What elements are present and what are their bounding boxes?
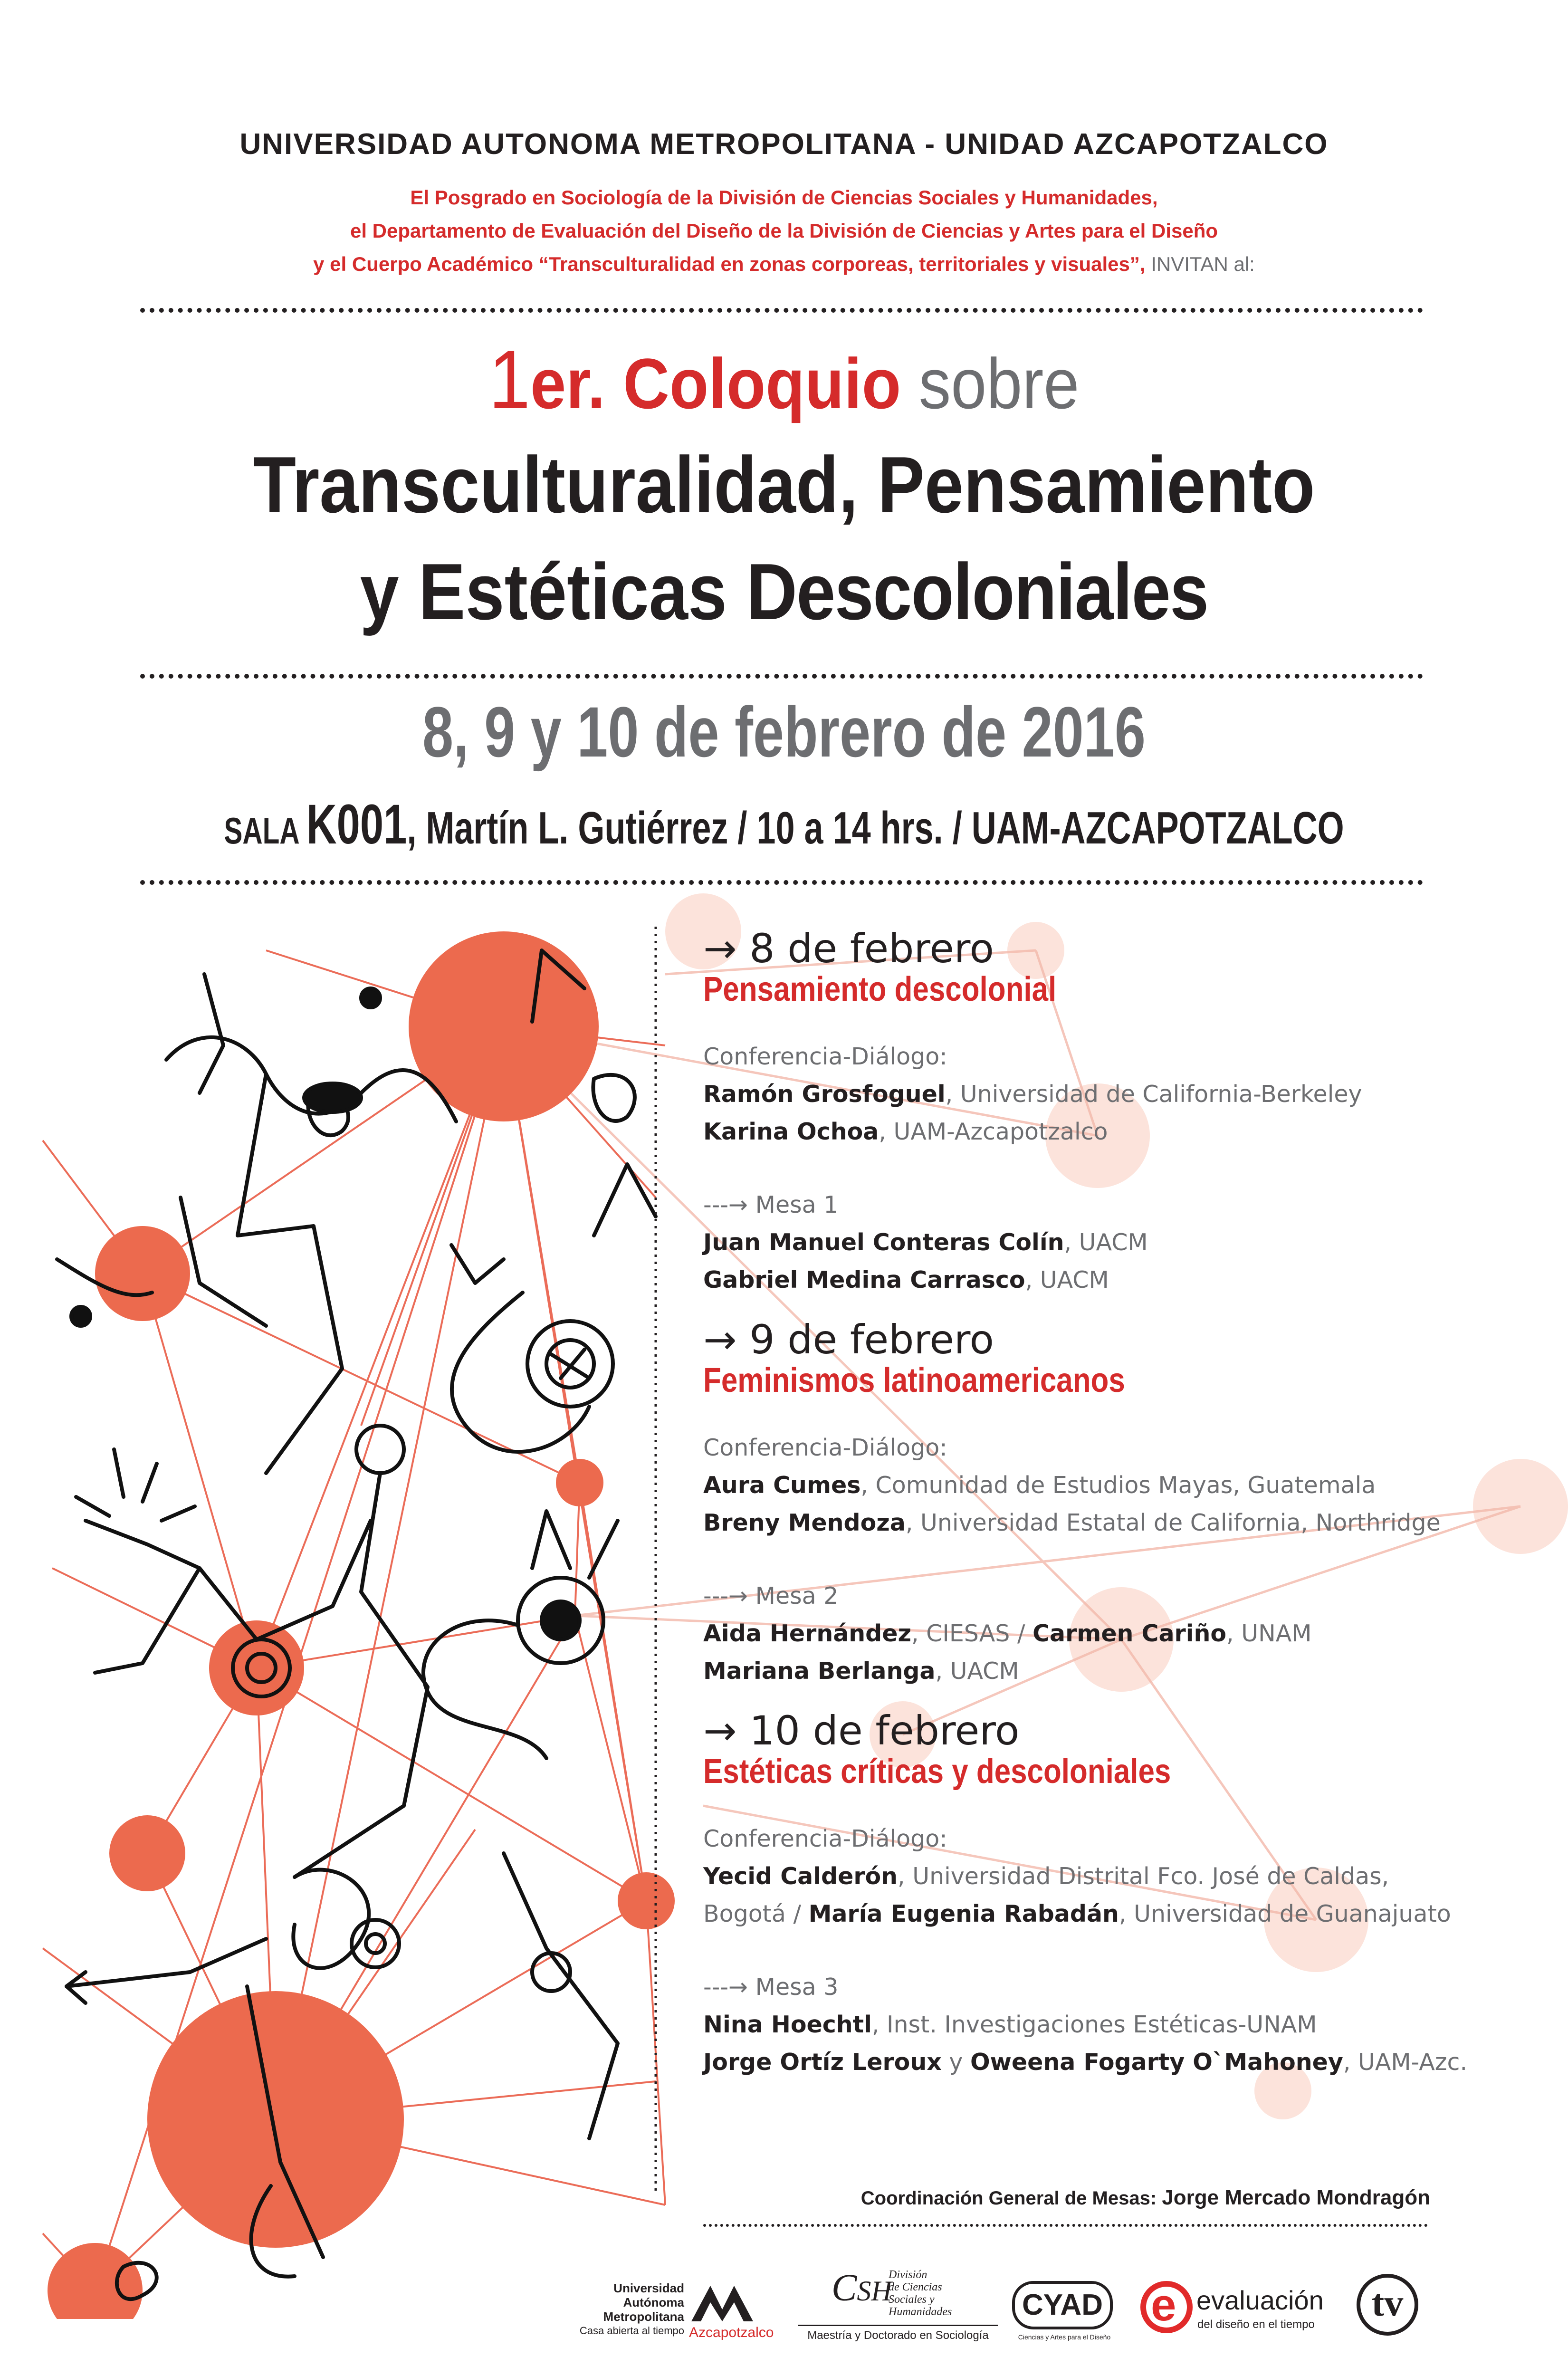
divider-2: [140, 674, 1423, 679]
title-coloquio: er. Coloquio: [530, 344, 901, 423]
coordination-label: Coordinación General de Mesas:: [860, 2188, 1162, 2209]
cyad-logo: [1007, 2281, 1121, 2347]
speaker-aff: y: [941, 2049, 970, 2076]
event-venue: [196, 793, 1372, 857]
day-2-conf-label: Conferencia-Diálogo:: [703, 1434, 947, 1461]
venue-sala: SALA: [224, 810, 306, 852]
speaker-aff: , UACM: [1025, 1266, 1109, 1293]
day-3-conf-1: [703, 1858, 1549, 1895]
speaker-name: Karina Ochoa: [703, 1118, 879, 1145]
event-title-line-1: [78, 334, 1490, 426]
speaker-aff: , UACM: [1064, 1229, 1148, 1256]
evaluacion-word: evaluación: [1196, 2285, 1324, 2315]
speaker-name: Aura Cumes: [703, 1472, 861, 1499]
speaker-aff: , UAM-Azcapotzalco: [879, 1118, 1108, 1145]
cyad-mark: CYAD: [1012, 2281, 1113, 2329]
cyad-sub: Ciencias y Artes para el Diseño: [1018, 2333, 1111, 2341]
evaluacion-circle-icon: e: [1140, 2281, 1193, 2333]
tv-mark: tv: [1371, 2282, 1404, 2324]
divider-3: [140, 880, 1423, 885]
program: [703, 927, 1549, 2081]
speaker-name: Jorge Ortíz Leroux: [703, 2049, 942, 2076]
speaker-name: María Eugenia Rabadán: [808, 1900, 1119, 1927]
day-1-conf-2: [703, 1113, 1549, 1150]
coordination-name: Jorge Mercado Mondragón: [1162, 2186, 1430, 2209]
university-name: UNIVERSIDAD AUTONOMA METROPOLITANA - UNIDAD AZCAPOTZALCO: [239, 128, 1329, 161]
day-3-date: → 10 de febrero: [703, 1707, 1020, 1754]
csh-line-1: División: [889, 2269, 927, 2281]
speaker-aff: , Universidad Estatal de California, Northridge: [905, 1509, 1441, 1536]
csh-line-2: de Ciencias: [889, 2281, 942, 2293]
speaker-name: Juan Manuel Conteras Colín: [703, 1229, 1064, 1256]
uam-azc: Azcapotzalco: [689, 2325, 774, 2340]
uam-line-1: Universidad: [613, 2281, 684, 2295]
title-y-esteticas: y Estéticas: [360, 547, 747, 636]
uam-emblem-icon: [689, 2281, 755, 2324]
organizer-line-2: el Departamento de Evaluación del Diseño de la División de Ciencias y Artes para el Diseño: [350, 220, 1218, 242]
speaker-name: Yecid Calderón: [703, 1863, 898, 1890]
speaker-name: Oweena Fogarty O`Mahoney: [970, 2049, 1343, 2076]
day-3-conf-label: Conferencia-Diálogo:: [703, 1825, 947, 1852]
venue-room: K001: [306, 793, 407, 856]
day-3-mesa-2: [703, 2043, 1549, 2081]
day-1-conf-label: Conferencia-Diálogo:: [703, 1043, 947, 1070]
csh-line-3: Sociales y: [889, 2293, 935, 2306]
speaker-aff: , UNAM: [1226, 1620, 1312, 1647]
venue-details: , Martín L. Gutiérrez / 10 a 14 hrs. / UAM-AZCAPOTZALCO: [407, 803, 1344, 853]
speaker-aff: , UACM: [935, 1657, 1019, 1685]
speaker-name: Nina Hoechtl: [703, 2011, 872, 2038]
event-title-line-3: [94, 546, 1474, 637]
day-2: [703, 1318, 1549, 1709]
day-2-conf-2: [703, 1504, 1549, 1542]
tv-logo: [1354, 2271, 1425, 2343]
day-1-theme: Pensamiento descolonial: [703, 970, 1057, 1008]
csh-line-4: Humanidades: [889, 2306, 952, 2318]
speaker-aff: , CIESAS /: [911, 1620, 1033, 1647]
organizer-line-3-tail: INVITAN al:: [1145, 253, 1255, 275]
speaker-name: Gabriel Medina Carrasco: [703, 1266, 1025, 1293]
csh-logo: [798, 2267, 998, 2362]
day-3-mesa-label: ---→ Mesa 3: [703, 1974, 839, 2001]
uam-line-4: Casa abierta al tiempo: [579, 2325, 684, 2337]
day-3-theme: Estéticas críticas y descoloniales: [703, 1753, 1171, 1791]
speaker-aff: , Comunidad de Estudios Mayas, Guatemala: [860, 1472, 1376, 1499]
day-2-mesa-2: [703, 1652, 1549, 1690]
organizer-line-1: El Posgrado en Sociología de la División de Ciencias Sociales y Humanidades,: [410, 186, 1158, 209]
day-1-mesa-2: [703, 1261, 1549, 1299]
speaker-name: Carmen Cariño: [1033, 1620, 1227, 1647]
uam-logo: [551, 2281, 798, 2352]
speaker-name: Aida Hernández: [703, 1620, 911, 1647]
day-2-mesa-1: [703, 1615, 1549, 1652]
speaker-aff: , Universidad de California-Berkeley: [945, 1081, 1362, 1108]
day-1: [703, 927, 1549, 1318]
speaker-aff: , Universidad Distrital Fco. José de Caldas,: [898, 1863, 1389, 1890]
day-1-mesa-1: [703, 1224, 1549, 1261]
day-3: [703, 1709, 1549, 2081]
event-title-line-2: Transculturalidad, Pensamiento: [253, 440, 1315, 529]
speaker-name: Mariana Berlanga: [703, 1657, 936, 1685]
title-descoloniales: Descoloniales: [746, 547, 1208, 636]
day-1-date: → 8 de febrero: [703, 925, 994, 972]
speaker-aff: , UAM-Azc.: [1343, 2049, 1468, 2076]
event-dates: 8, 9 y 10 de febrero de 2016: [422, 692, 1146, 772]
coordination: [861, 2186, 1430, 2210]
evaluacion-logo: [1140, 2276, 1340, 2352]
speaker-name: Ramón Grosfoguel: [703, 1081, 946, 1108]
day-2-mesa-label: ---→ Mesa 2: [703, 1582, 839, 1610]
day-1-conf-1: [703, 1075, 1549, 1113]
uam-line-3: Metropolitana: [603, 2309, 684, 2324]
speaker-aff: Bogotá /: [703, 1900, 809, 1927]
csh-monogram-icon: CSH: [832, 2267, 892, 2309]
evaluacion-sub: del diseño en el tiempo: [1197, 2318, 1315, 2331]
speaker-aff: , Universidad de Guanajuato: [1119, 1900, 1451, 1927]
divider-4: [703, 2224, 1428, 2227]
speaker-aff: , Inst. Investigaciones Estéticas-UNAM: [871, 2011, 1317, 2038]
title-number: 1: [488, 334, 531, 426]
uam-line-2: Autónoma: [623, 2295, 684, 2309]
organizer-line-3: [0, 253, 1568, 276]
day-3-mesa-1: [703, 2006, 1549, 2043]
day-2-conf-1: [703, 1466, 1549, 1504]
day-2-date: → 9 de febrero: [703, 1316, 994, 1363]
day-1-mesa-label: ---→ Mesa 1: [703, 1191, 839, 1218]
divider-1: [140, 308, 1423, 313]
day-2-theme: Feminismos latinoamericanos: [703, 1361, 1125, 1399]
organizer-line-3-red: y el Cuerpo Académico “Transculturalidad en zonas corporeas, territoriales y visuales”,: [313, 253, 1146, 275]
day-3-conf-2: [703, 1895, 1549, 1933]
csh-sub: Maestría y Doctorado en Sociología: [798, 2325, 998, 2342]
title-sobre: sobre: [901, 344, 1080, 423]
speaker-name: Breny Mendoza: [703, 1509, 906, 1536]
